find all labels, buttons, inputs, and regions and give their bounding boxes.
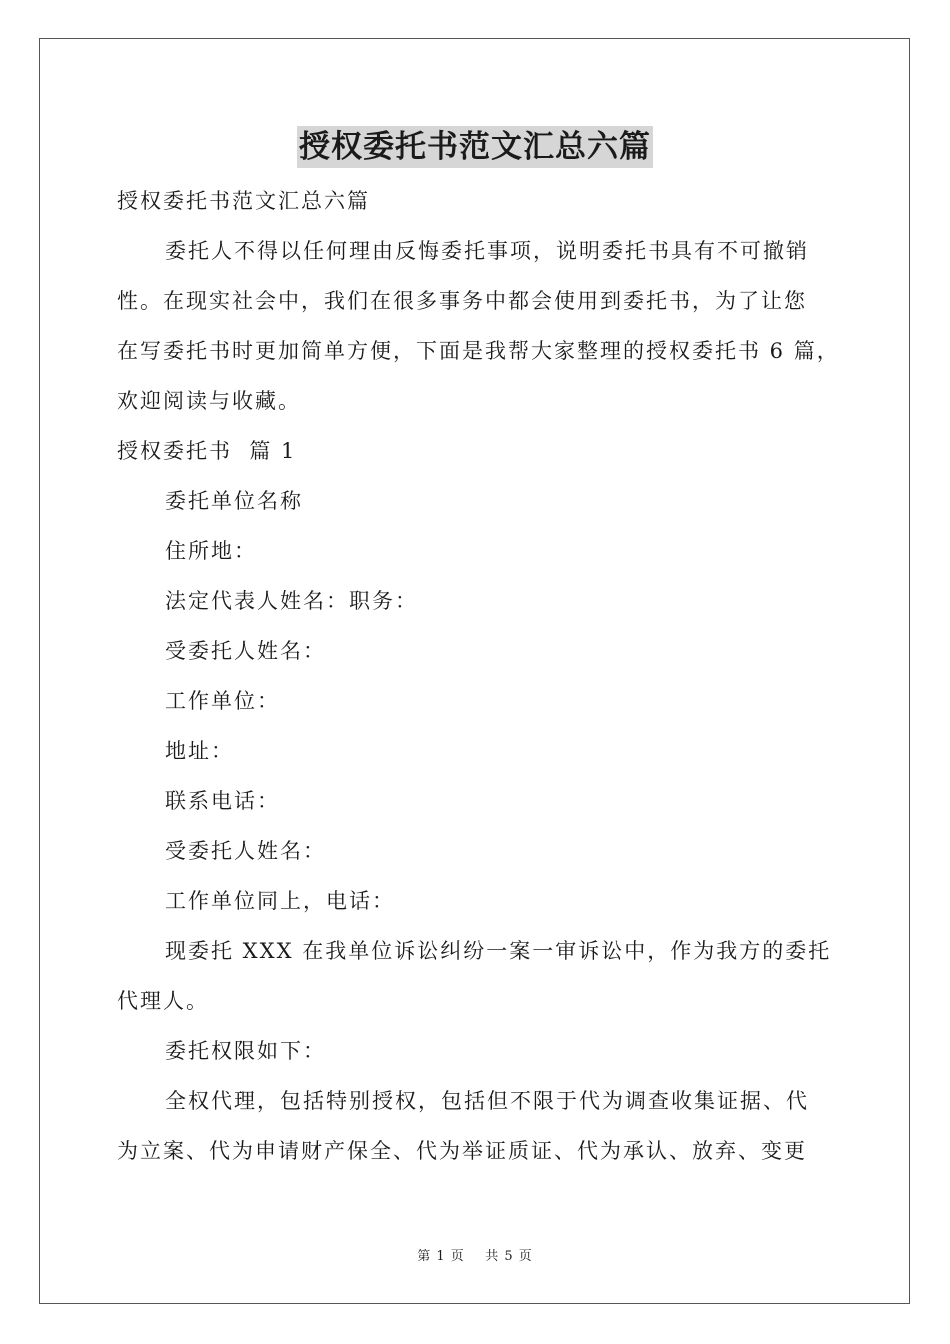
authority-heading: 委托权限如下： bbox=[165, 1039, 326, 1063]
intro-line: 欢迎阅读与收藏。 bbox=[117, 389, 301, 413]
field-line: 地址： bbox=[165, 739, 234, 763]
field-line: 法定代表人姓名：职务： bbox=[165, 589, 418, 613]
field-line: 联系电话： bbox=[165, 789, 280, 813]
intro-line: 在写委托书时更加简单方便，下面是我帮大家整理的授权委托书 6 篇， bbox=[117, 339, 840, 363]
field-line: 工作单位同上，电话： bbox=[165, 889, 395, 913]
authority-line: 全权代理，包括特别授权，包括但不限于代为调查收集证据、代 bbox=[165, 1089, 809, 1113]
delegation-line: 代理人。 bbox=[117, 989, 209, 1013]
authority-line: 为立案、代为申请财产保全、代为举证质证、代为承认、放弃、变更 bbox=[117, 1139, 807, 1163]
section-heading: 授权委托书 篇 1 bbox=[117, 439, 297, 463]
field-line: 受委托人姓名： bbox=[165, 839, 326, 863]
field-line: 委托单位名称 bbox=[165, 489, 303, 513]
document-body bbox=[117, 176, 840, 1176]
intro-line: 委托人不得以任何理由反悔委托事项，说明委托书具有不可撤销 bbox=[165, 239, 809, 263]
subtitle: 授权委托书范文汇总六篇 bbox=[117, 189, 370, 213]
field-line: 受委托人姓名： bbox=[165, 639, 326, 663]
field-line: 工作单位： bbox=[165, 689, 280, 713]
field-line: 住所地： bbox=[165, 539, 257, 563]
intro-line: 性。在现实社会中，我们在很多事务中都会使用到委托书，为了让您 bbox=[117, 289, 807, 313]
document-title: 授权委托书范文汇总六篇 bbox=[297, 126, 653, 168]
delegation-line: 现委托 XXX 在我单位诉讼纠纷一案一审诉讼中，作为我方的委托 bbox=[165, 939, 832, 963]
page-footer: 第 1 页 共 5 页 bbox=[417, 1249, 533, 1264]
